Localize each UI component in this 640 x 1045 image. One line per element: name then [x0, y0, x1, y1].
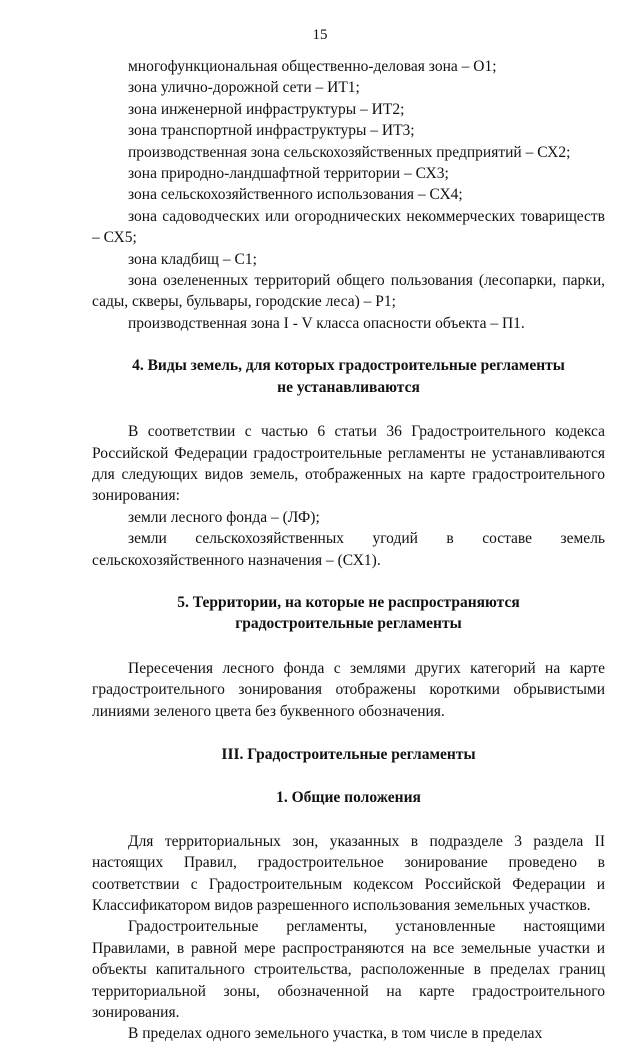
zone-item-sx2: производственная зона сельскохозяйственных предприятий – СХ2;	[128, 143, 571, 161]
zone-item-it2: зона инженерной инфраструктуры – ИТ2;	[128, 100, 405, 118]
zone-item-it1: зона улично-дорожной сети – ИТ1;	[128, 79, 360, 97]
section-5-heading	[92, 592, 605, 635]
section-4-item-sx1: земли сельскохозяйственных угодий в составе земель сельскохозяйственного назначения – (СХ1).	[92, 530, 605, 569]
section-5-heading-line2: градостроительные регламенты	[235, 615, 462, 633]
section-4-item-lf: земли лесного фонда – (ЛФ);	[128, 508, 320, 526]
section-4-heading	[92, 355, 605, 398]
section-5-text: Пересечения лесного фонда с землями других категорий на карте градостроительного зонирования отображены короткими обрывистыми линиями зеленого цвета без буквенного обозначения.	[92, 659, 605, 720]
zone-item-sx5: зона садоводческих или огороднических некоммерческих товариществ – СХ5;	[92, 207, 605, 247]
section-4-heading-line1: 4. Виды земель, для которых градостроительные регламенты	[132, 357, 565, 375]
general-para-1: Для территориальных зон, указанных в подразделе 3 раздела II настоящих Правил, градостроительное зонирование проведено в соответствии с Градостроительным кодексом Российской Федерации и Классификатором видов разрешенного использования земельных участков.	[92, 832, 605, 914]
zone-list	[92, 56, 605, 334]
zone-item-sx3: зона природно-ландшафтной территории – СХ3;	[128, 165, 449, 183]
general-para-2: Градостроительные регламенты, установленные настоящими Правилами, в равной мере распространяются на все земельные участки и объекты капитального строительства, расположенные в пределах границ территориальной зоны, обозначенной на карте градостроительного зонирования.	[92, 918, 605, 1022]
zone-item-it3: зона транспортной инфраструктуры – ИТ3;	[128, 122, 415, 140]
section-5-heading-line1: 5. Территории, на которые не распространяются	[177, 593, 520, 611]
zone-item-sx4: зона сельскохозяйственного использования – СХ4;	[128, 186, 463, 204]
document-body	[92, 56, 605, 1045]
zone-item-r1: зона озелененных территорий общего пользования (лесопарки, парки, сады, скверы, бульвары, городские леса) – Р1;	[92, 272, 605, 311]
zone-item-o1: многофункциональная общественно-деловая зона – О1;	[128, 58, 497, 75]
zone-item-p1: производственная зона I - V класса опасности объекта – П1.	[128, 314, 525, 332]
general-para-3: В пределах одного земельного участка, в том числе в пределах	[128, 1025, 543, 1043]
section-4-intro: В соответствии с частью 6 статьи 36 Градостроительного кодекса Российской Федерации градостроительные регламенты не устанавливаются для следующих видов земель, отображенных на карте градостроительного зонирования:	[92, 423, 605, 505]
zone-item-c1: зона кладбищ – С1;	[128, 250, 257, 268]
section-4-heading-line2: не устанавливаются	[277, 378, 420, 396]
general-provisions-heading: 1. Общие положения	[276, 789, 421, 807]
page-number: 15	[312, 27, 328, 43]
part-3-heading: III. Градостроительные регламенты	[221, 745, 476, 763]
